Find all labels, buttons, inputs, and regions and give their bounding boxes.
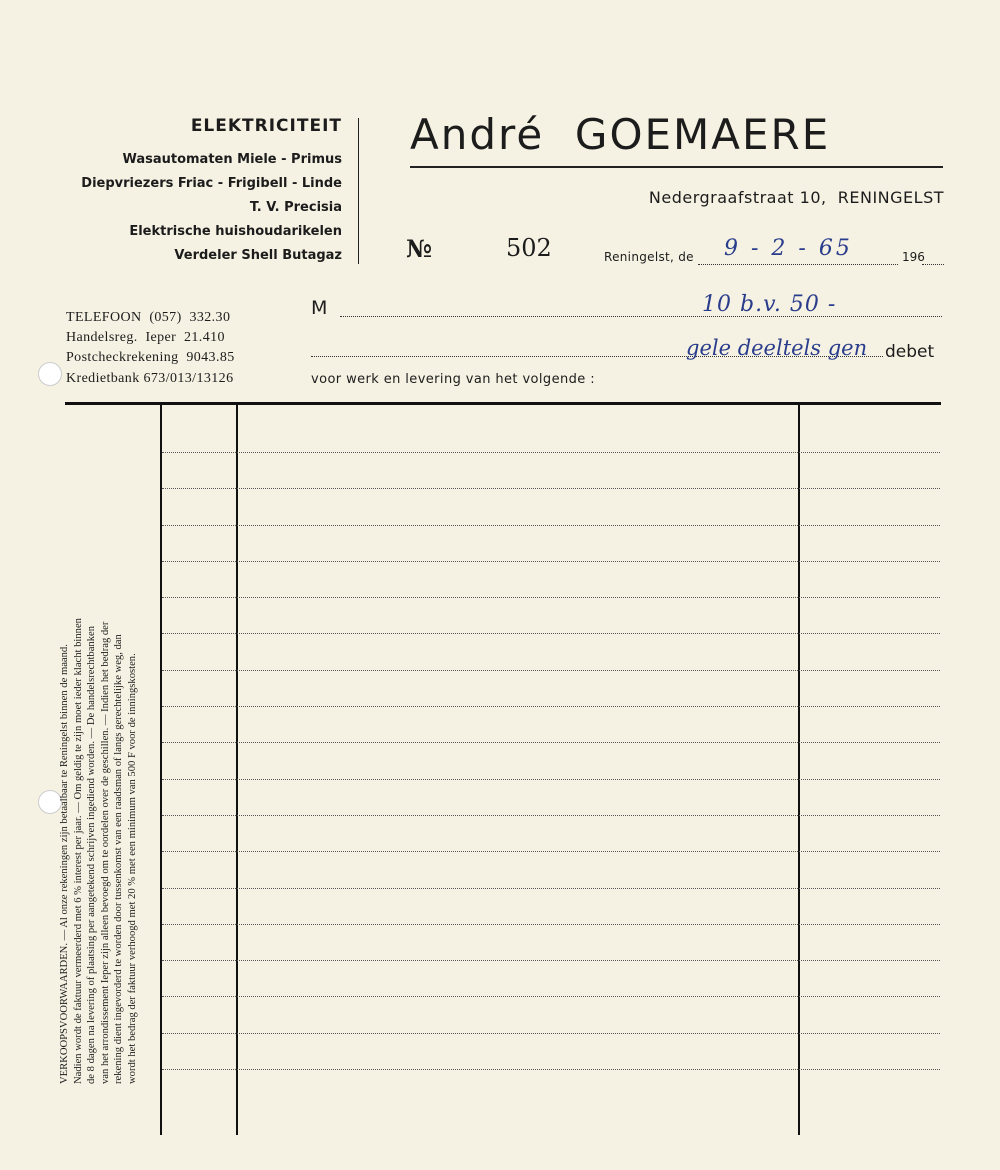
year-dotted-line <box>922 264 944 265</box>
letterhead-line-2: Diepvriezers Friac - Frigibell - Linde <box>81 176 342 191</box>
contact-telefoon: TELEFOON (057) 332.30 <box>66 310 231 325</box>
conditions-line-4: van het arrondissement Ieper zijn alleen bevoegd om te oordelen over de geschillen. — Indien het bedrag der <box>99 621 111 1084</box>
table-row-line <box>162 779 940 780</box>
conditions-line-2: Nadien wordt de faktuur vermeerderd met 6 % interest per jaar. — Om geldig te zijn moet ieder klacht binnen <box>72 618 84 1084</box>
table-row-line <box>162 960 940 961</box>
letterhead-line-3: T. V. Precisia <box>249 200 342 215</box>
table-row-line <box>162 924 940 925</box>
letterhead-title: ELEKTRICITEIT <box>190 116 342 136</box>
letterhead-divider <box>358 118 359 264</box>
conditions-line-3: de 8 dagen na levering of plaatsing per aangetekend schrijven ingediend worden. — De handelsrechtbanken <box>86 625 98 1084</box>
invoice-number: 502 <box>506 234 552 262</box>
conditions-line-5: rekening dient ingevorderd te worden door tussenkomst van een raadsman of langs gerechtelijke weg, dan <box>113 634 125 1084</box>
table-row-line <box>162 888 940 889</box>
table-column-line-2 <box>236 405 238 1135</box>
table-row-line <box>162 488 940 489</box>
contact-handelsreg: Handelsreg. Ieper 21.410 <box>66 330 225 345</box>
date-dotted-line <box>698 264 898 265</box>
table-top-rule <box>65 402 941 405</box>
company-address: Nedergraafstraat 10, RENINGELST <box>648 188 944 207</box>
recipient-handwritten-2: gele deeltels gen <box>686 336 868 360</box>
recipient-line-1 <box>340 316 942 317</box>
company-underline <box>410 166 943 168</box>
contact-postcheck: Postcheckrekening 9043.85 <box>66 350 235 365</box>
table-row-line <box>162 996 940 997</box>
recipient-handwritten-1: 10 b.v. 50 - <box>702 292 837 317</box>
debet-label: debet <box>885 342 935 362</box>
table-row-line <box>162 561 940 562</box>
table-column-line-1 <box>160 405 162 1135</box>
conditions-line-1: VERKOOPSVOORWAARDEN. — Al onze rekeningen zijn betaalbaar te Reningelst binnen de maand. <box>59 644 70 1084</box>
recipient-label: M <box>311 297 328 319</box>
table-row-line <box>162 633 940 634</box>
voor-text: voor werk en levering van het volgende : <box>311 372 595 387</box>
table-row-line <box>162 452 940 453</box>
table-row-line <box>162 1069 940 1070</box>
letterhead-line-4: Elektrische huishoudarikelen <box>129 224 342 239</box>
table-row-line <box>162 525 940 526</box>
letterhead-line-1: Wasautomaten Miele - Primus <box>122 152 342 167</box>
contact-kredietbank: Kredietbank 673/013/13126 <box>66 371 234 386</box>
date-handwritten: 9 - 2 - 65 <box>724 236 853 261</box>
table-row-line <box>162 670 940 671</box>
table-row-line <box>162 742 940 743</box>
letterhead-line-5: Verdeler Shell Butagaz <box>174 248 342 263</box>
invoice-number-label: № <box>406 234 433 263</box>
year-prefix: 196 <box>902 250 925 264</box>
punch-hole-top <box>38 362 62 386</box>
conditions-line-6: wordt het bedrag der faktuur verhoogd met 20 % met een minimum van 500 F voor de inningskosten. <box>126 653 138 1084</box>
date-label: Reningelst, de <box>604 250 694 264</box>
table-row-line <box>162 706 940 707</box>
table-row-line <box>162 815 940 816</box>
table-row-line <box>162 851 940 852</box>
table-row-line <box>162 597 940 598</box>
table-row-line <box>162 1033 940 1034</box>
table-column-line-3 <box>798 405 800 1135</box>
company-name: André GOEMAERE <box>410 110 831 159</box>
sales-conditions <box>58 452 140 1084</box>
